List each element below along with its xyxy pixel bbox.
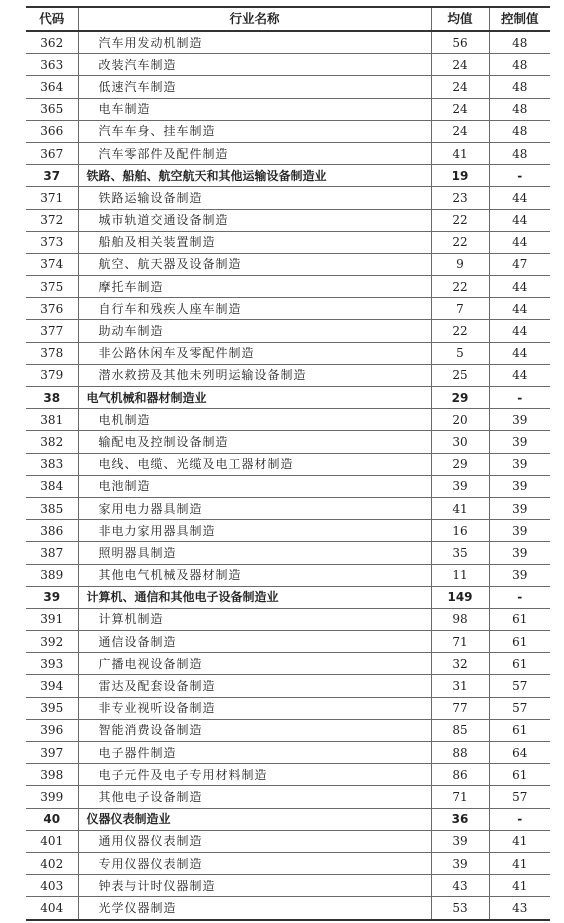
table-row-major: [26, 586, 550, 608]
row-mean: 149: [431, 586, 489, 608]
row-control: 39: [489, 564, 550, 586]
table-row: [26, 120, 550, 142]
table-row: [26, 875, 550, 897]
row-control: 44: [489, 187, 550, 209]
row-code: 384: [26, 475, 78, 497]
row-mean: 41: [431, 497, 489, 519]
row-control: 44: [489, 342, 550, 364]
row-mean: 41: [431, 142, 489, 164]
row-code: 37: [26, 165, 78, 187]
row-name: 电车制造: [78, 98, 431, 120]
row-mean: 29: [431, 387, 489, 409]
table-row: [26, 852, 550, 874]
row-name: 仪器仪表制造业: [78, 808, 431, 830]
table-row: [26, 431, 550, 453]
row-mean: 77: [431, 697, 489, 719]
row-control: 39: [489, 542, 550, 564]
row-mean: 39: [431, 852, 489, 874]
row-name: 计算机、通信和其他电子设备制造业: [78, 586, 431, 608]
table-row: [26, 320, 550, 342]
row-mean: 24: [431, 76, 489, 98]
row-name: 城市轨道交通设备制造: [78, 209, 431, 231]
row-name: 非专业视听设备制造: [78, 697, 431, 719]
row-mean: 30: [431, 431, 489, 453]
row-control: 44: [489, 209, 550, 231]
row-control: 47: [489, 253, 550, 275]
row-code: 386: [26, 520, 78, 542]
header-name: 行业名称: [78, 7, 431, 31]
table-row: [26, 764, 550, 786]
row-mean: 22: [431, 320, 489, 342]
row-mean: 88: [431, 742, 489, 764]
row-control: 48: [489, 142, 550, 164]
row-code: 393: [26, 653, 78, 675]
row-name: 电气机械和器材制造业: [78, 387, 431, 409]
row-control: 43: [489, 897, 550, 920]
row-name: 通信设备制造: [78, 631, 431, 653]
row-control: 41: [489, 875, 550, 897]
row-code: 377: [26, 320, 78, 342]
table-row: [26, 608, 550, 630]
row-code: 367: [26, 142, 78, 164]
row-mean: 85: [431, 719, 489, 741]
row-control: 48: [489, 54, 550, 76]
row-control: 48: [489, 31, 550, 54]
table-row: [26, 364, 550, 386]
row-control: 44: [489, 276, 550, 298]
row-control: 39: [489, 520, 550, 542]
row-name: 通用仪器仪表制造: [78, 830, 431, 852]
row-name: 船舶及相关装置制造: [78, 231, 431, 253]
table-row-major: [26, 808, 550, 830]
header-mean: 均值: [431, 7, 489, 31]
header-control: 控制值: [489, 7, 550, 31]
row-mean: 29: [431, 453, 489, 475]
table-row: [26, 76, 550, 98]
row-code: 395: [26, 697, 78, 719]
row-name: 助动车制造: [78, 320, 431, 342]
row-mean: 71: [431, 786, 489, 808]
row-control: 44: [489, 320, 550, 342]
row-name: 非公路休闲车及零配件制造: [78, 342, 431, 364]
row-mean: 22: [431, 209, 489, 231]
row-code: 379: [26, 364, 78, 386]
row-code: 403: [26, 875, 78, 897]
row-name: 电子器件制造: [78, 742, 431, 764]
industry-table: [26, 6, 550, 921]
row-name: 电池制造: [78, 475, 431, 497]
row-control: -: [489, 586, 550, 608]
row-control: 44: [489, 364, 550, 386]
table-row: [26, 475, 550, 497]
row-control: 41: [489, 852, 550, 874]
row-mean: 24: [431, 98, 489, 120]
table-row: [26, 98, 550, 120]
row-code: 364: [26, 76, 78, 98]
row-name: 广播电视设备制造: [78, 653, 431, 675]
row-code: 383: [26, 453, 78, 475]
table-row: [26, 298, 550, 320]
row-mean: 86: [431, 764, 489, 786]
row-mean: 5: [431, 342, 489, 364]
row-control: 48: [489, 120, 550, 142]
row-code: 365: [26, 98, 78, 120]
row-code: 382: [26, 431, 78, 453]
row-code: 39: [26, 586, 78, 608]
row-mean: 23: [431, 187, 489, 209]
table-row: [26, 719, 550, 741]
row-code: 402: [26, 852, 78, 874]
row-mean: 31: [431, 675, 489, 697]
row-control: 39: [489, 409, 550, 431]
row-mean: 20: [431, 409, 489, 431]
row-name: 光学仪器制造: [78, 897, 431, 920]
row-name: 汽车零部件及配件制造: [78, 142, 431, 164]
row-name: 电子元件及电子专用材料制造: [78, 764, 431, 786]
row-name: 低速汽车制造: [78, 76, 431, 98]
row-code: 381: [26, 409, 78, 431]
row-control: 57: [489, 697, 550, 719]
row-mean: 24: [431, 120, 489, 142]
row-mean: 9: [431, 253, 489, 275]
row-code: 397: [26, 742, 78, 764]
row-name: 输配电及控制设备制造: [78, 431, 431, 453]
row-name: 潜水救捞及其他未列明运输设备制造: [78, 364, 431, 386]
row-mean: 43: [431, 875, 489, 897]
table-row: [26, 786, 550, 808]
table-row: [26, 520, 550, 542]
row-mean: 22: [431, 276, 489, 298]
row-control: 39: [489, 431, 550, 453]
row-code: 387: [26, 542, 78, 564]
row-control: 61: [489, 631, 550, 653]
row-name: 电线、电缆、光缆及电工器材制造: [78, 453, 431, 475]
row-name: 钟表与计时仪器制造: [78, 875, 431, 897]
row-name: 专用仪器仪表制造: [78, 852, 431, 874]
row-mean: 16: [431, 520, 489, 542]
row-control: 48: [489, 98, 550, 120]
row-name: 其他电子设备制造: [78, 786, 431, 808]
table-row: [26, 542, 550, 564]
row-name: 汽车用发动机制造: [78, 31, 431, 54]
table-row: [26, 453, 550, 475]
table-row-major: [26, 165, 550, 187]
table-row: [26, 253, 550, 275]
row-mean: 53: [431, 897, 489, 920]
row-code: 401: [26, 830, 78, 852]
row-code: 375: [26, 276, 78, 298]
row-code: 396: [26, 719, 78, 741]
row-control: -: [489, 387, 550, 409]
row-name: 铁路运输设备制造: [78, 187, 431, 209]
row-code: 378: [26, 342, 78, 364]
table-row: [26, 276, 550, 298]
table-row: [26, 631, 550, 653]
row-code: 376: [26, 298, 78, 320]
row-name: 照明器具制造: [78, 542, 431, 564]
table-row: [26, 897, 550, 920]
row-control: -: [489, 165, 550, 187]
row-name: 汽车车身、挂车制造: [78, 120, 431, 142]
row-code: 362: [26, 31, 78, 54]
row-code: 363: [26, 54, 78, 76]
row-mean: 25: [431, 364, 489, 386]
row-name: 非电力家用器具制造: [78, 520, 431, 542]
row-name: 雷达及配套设备制造: [78, 675, 431, 697]
table-row: [26, 675, 550, 697]
row-mean: 22: [431, 231, 489, 253]
row-control: 41: [489, 830, 550, 852]
table-body: [26, 31, 550, 920]
row-name: 家用电力器具制造: [78, 497, 431, 519]
row-control: 44: [489, 231, 550, 253]
header-code: 代码: [26, 7, 78, 31]
header-row: [26, 7, 550, 31]
row-mean: 36: [431, 808, 489, 830]
table-row: [26, 187, 550, 209]
table-row: [26, 31, 550, 54]
table-row: [26, 231, 550, 253]
table-row-major: [26, 387, 550, 409]
table-header: [26, 7, 550, 31]
row-control: 61: [489, 608, 550, 630]
row-code: 404: [26, 897, 78, 920]
row-control: 39: [489, 497, 550, 519]
table-row: [26, 497, 550, 519]
row-name: 电机制造: [78, 409, 431, 431]
row-control: 57: [489, 675, 550, 697]
row-control: 57: [489, 786, 550, 808]
row-code: 374: [26, 253, 78, 275]
row-code: 40: [26, 808, 78, 830]
row-name: 计算机制造: [78, 608, 431, 630]
row-control: 61: [489, 719, 550, 741]
row-mean: 11: [431, 564, 489, 586]
row-control: 44: [489, 298, 550, 320]
table-row: [26, 564, 550, 586]
table-row: [26, 653, 550, 675]
row-name: 铁路、船舶、航空航天和其他运输设备制造业: [78, 165, 431, 187]
row-mean: 71: [431, 631, 489, 653]
row-code: 38: [26, 387, 78, 409]
row-name: 其他电气机械及器材制造: [78, 564, 431, 586]
row-code: 372: [26, 209, 78, 231]
row-name: 改装汽车制造: [78, 54, 431, 76]
row-mean: 24: [431, 54, 489, 76]
row-code: 373: [26, 231, 78, 253]
row-control: -: [489, 808, 550, 830]
table-row: [26, 742, 550, 764]
row-code: 398: [26, 764, 78, 786]
row-mean: 39: [431, 830, 489, 852]
row-code: 371: [26, 187, 78, 209]
row-control: 48: [489, 76, 550, 98]
table-row: [26, 54, 550, 76]
row-name: 摩托车制造: [78, 276, 431, 298]
row-code: 394: [26, 675, 78, 697]
industry-table-container: [26, 6, 550, 921]
row-code: 366: [26, 120, 78, 142]
row-control: 61: [489, 653, 550, 675]
row-mean: 7: [431, 298, 489, 320]
row-code: 392: [26, 631, 78, 653]
row-name: 航空、航天器及设备制造: [78, 253, 431, 275]
row-control: 39: [489, 453, 550, 475]
row-control: 64: [489, 742, 550, 764]
row-control: 39: [489, 475, 550, 497]
row-mean: 35: [431, 542, 489, 564]
row-code: 389: [26, 564, 78, 586]
row-code: 399: [26, 786, 78, 808]
row-mean: 98: [431, 608, 489, 630]
table-row: [26, 697, 550, 719]
table-row: [26, 342, 550, 364]
row-mean: 56: [431, 31, 489, 54]
row-mean: 39: [431, 475, 489, 497]
row-name: 智能消费设备制造: [78, 719, 431, 741]
row-mean: 19: [431, 165, 489, 187]
row-code: 385: [26, 497, 78, 519]
table-row: [26, 142, 550, 164]
row-name: 自行车和残疾人座车制造: [78, 298, 431, 320]
row-control: 61: [489, 764, 550, 786]
row-mean: 32: [431, 653, 489, 675]
table-row: [26, 409, 550, 431]
table-row: [26, 830, 550, 852]
row-code: 391: [26, 608, 78, 630]
table-row: [26, 209, 550, 231]
